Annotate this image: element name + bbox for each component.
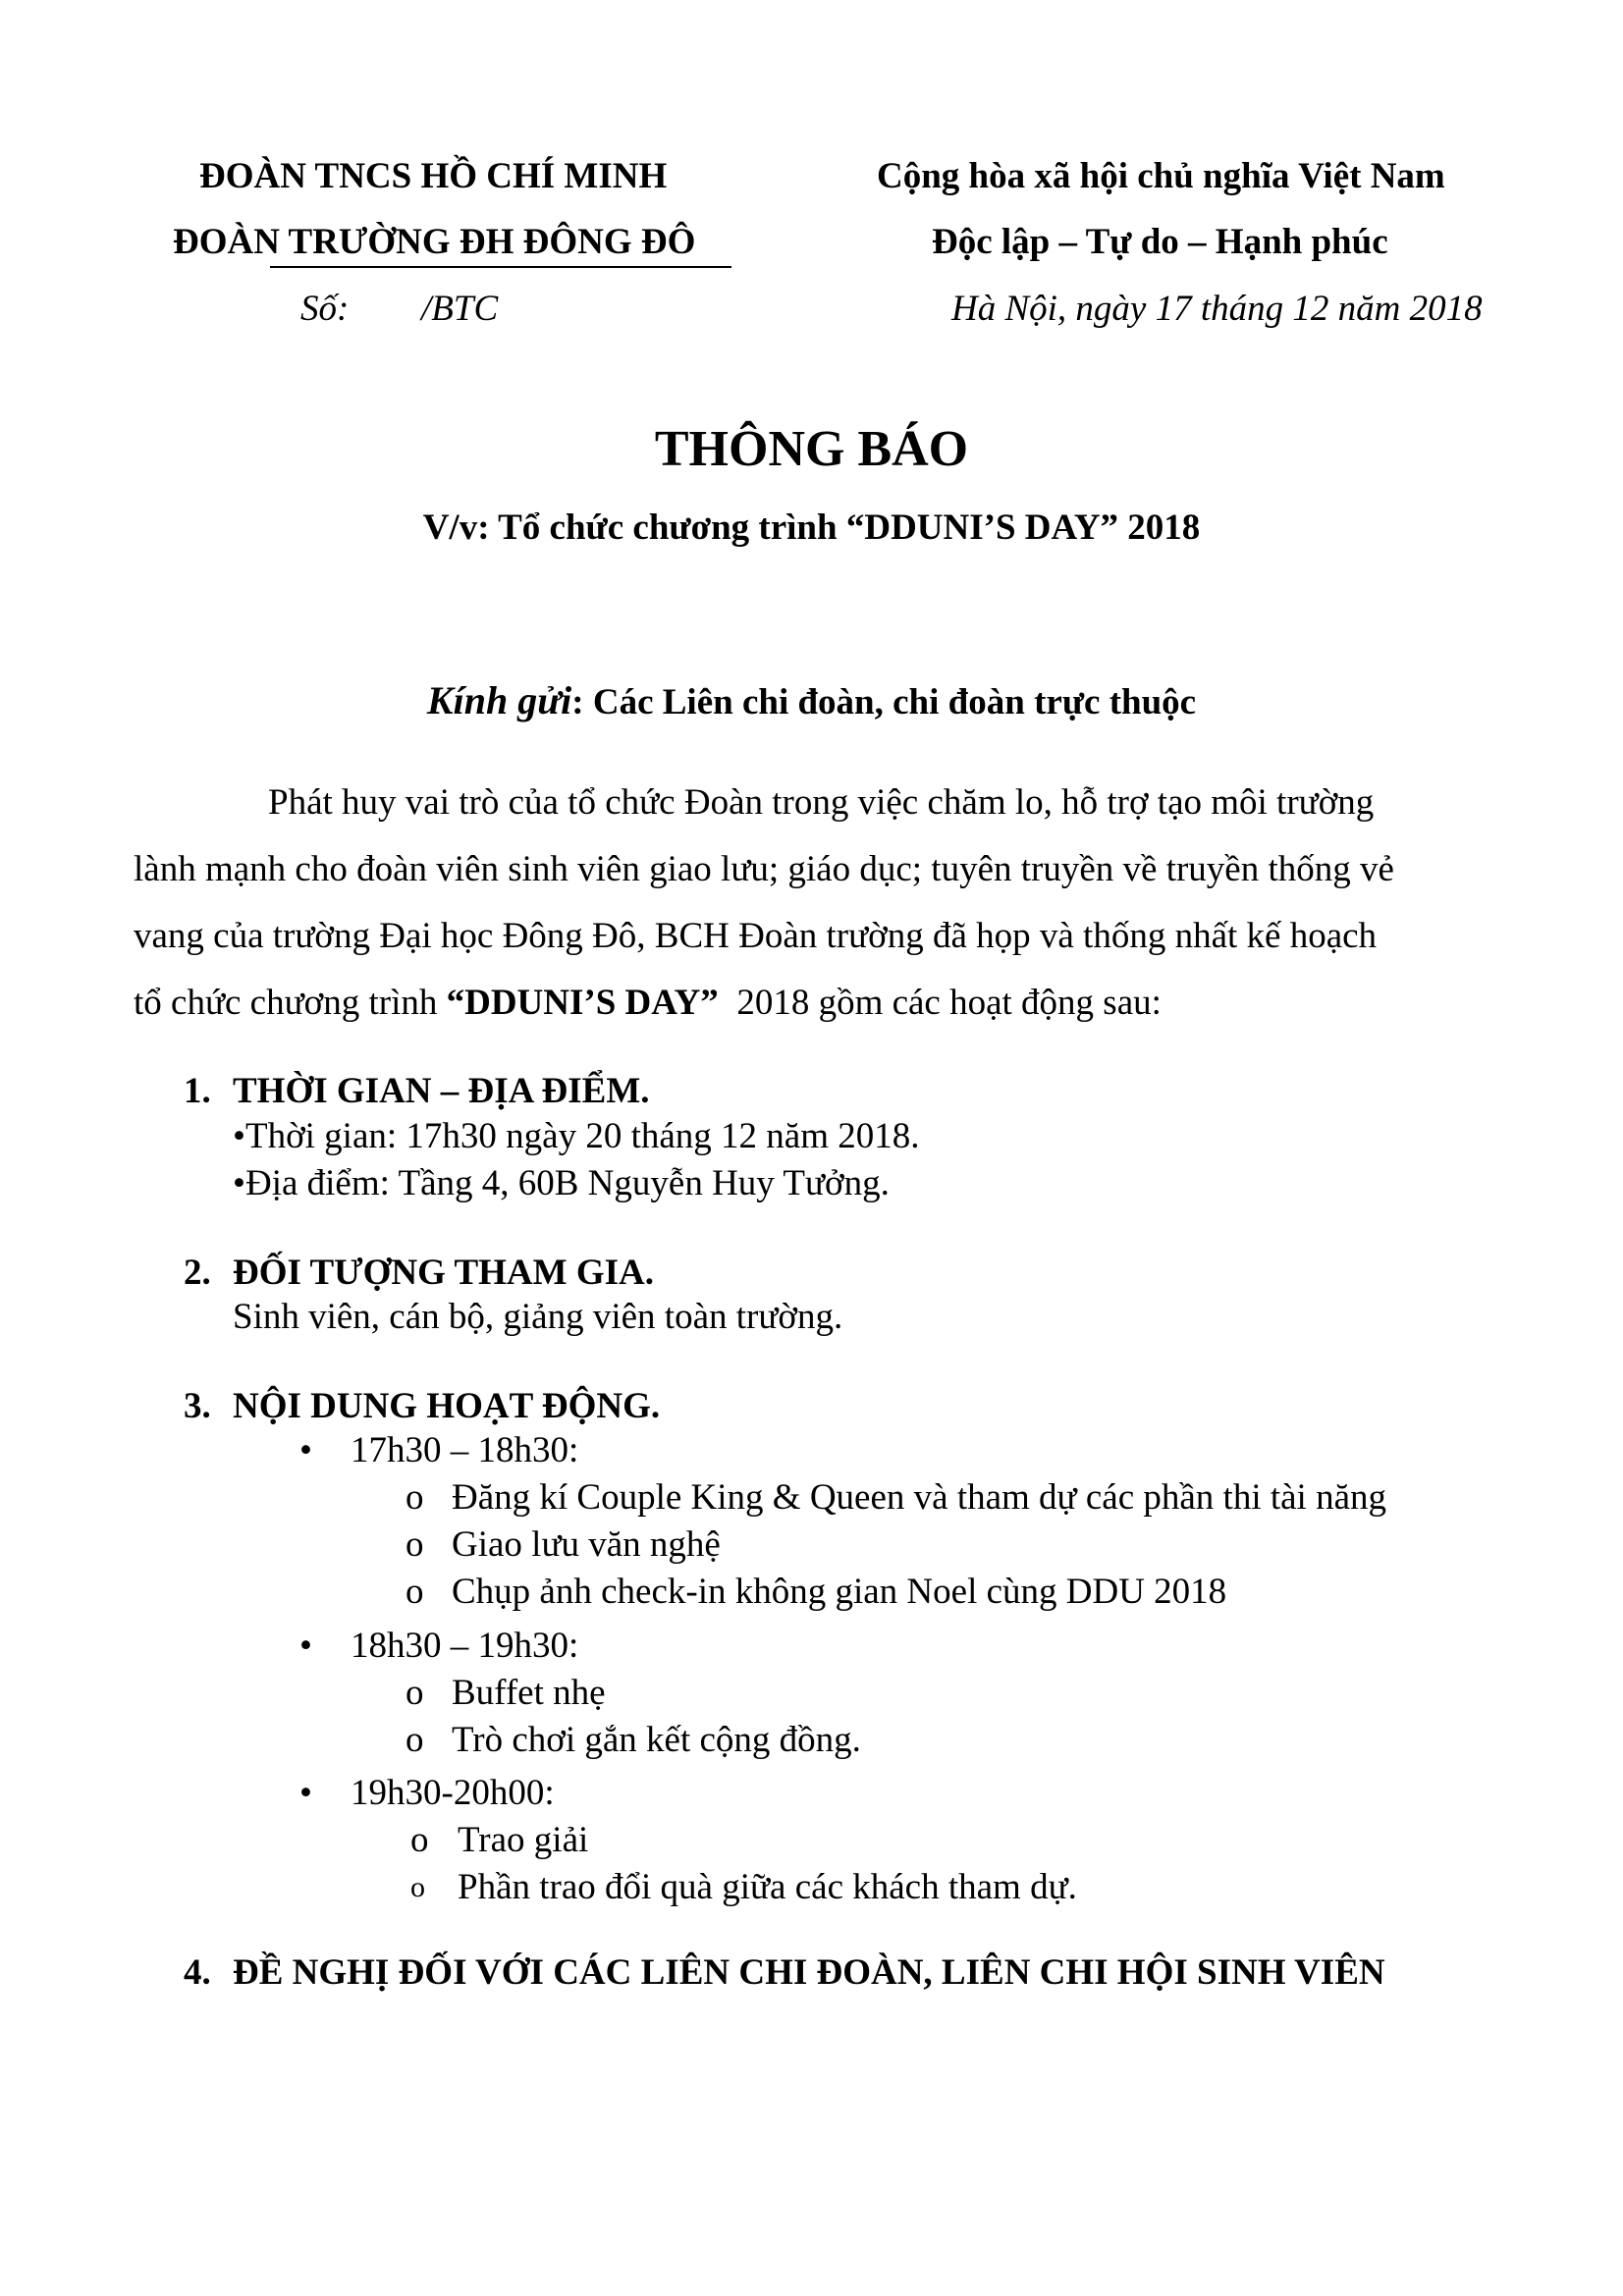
national-title: Cộng hòa xã hội chủ nghĩa Việt Nam [877, 156, 1445, 196]
section-1-item-text: Thời gian: 17h30 ngày 20 tháng 12 năm 2018. [244, 1116, 920, 1156]
section-1-item-text: Địa điểm: Tầng 4, 60B Nguyễn Huy Tưởng. [244, 1163, 890, 1203]
section-2-text: Sinh viên, cán bộ, giảng viên toàn trường. [233, 1297, 843, 1337]
document-date: Hà Nội, ngày 17 tháng 12 năm 2018 [951, 289, 1483, 329]
section-2-number: 2. [184, 1253, 211, 1293]
document-title: THÔNG BÁO [654, 421, 969, 477]
activity-item: Buffet nhẹ [452, 1673, 606, 1713]
time-slot-bullet-icon: • [299, 1430, 312, 1470]
national-motto: Độc lập – Tự do – Hạnh phúc [932, 222, 1388, 262]
document-subject: V/v: Tổ chức chương trình “DDUNI’S DAY” 2018 [422, 507, 1201, 548]
intro-line-4-start: tổ chức chương trình [134, 983, 447, 1023]
org-line-2: ĐOÀN TRƯỜNG ĐH ĐÔNG ĐÔ [173, 222, 696, 262]
time-slot: 17h30 – 18h30: [351, 1430, 579, 1470]
recipient-label: Kính gửi [426, 678, 572, 722]
circle-bullet-icon: o [410, 1871, 425, 1903]
intro-line-3: vang của trường Đại học Đông Đô, BCH Đoàn trường đã họp và thống nhất kế hoạch [134, 916, 1378, 956]
dot-bullet-icon: • [233, 1116, 245, 1156]
time-slot: 18h30 – 19h30: [351, 1626, 579, 1666]
time-slot: 19h30-20h00: [351, 1773, 555, 1813]
time-slot-bullet-icon: • [299, 1626, 312, 1666]
section-2-title: ĐỐI TƯỢNG THAM GIA. [233, 1253, 654, 1293]
activity-item: Giao lưu văn nghệ [452, 1524, 721, 1565]
section-1-item [233, 1162, 890, 1204]
section-3-number: 3. [184, 1386, 211, 1426]
section-1-item [233, 1115, 919, 1157]
section-1-number: 1. [184, 1071, 211, 1111]
org-line-1: ĐOÀN TNCS HỒ CHÍ MINH [199, 156, 668, 196]
intro-line-4-end: 2018 gồm các hoạt động sau: [718, 983, 1162, 1023]
dot-bullet-icon: • [233, 1163, 245, 1203]
circle-bullet-icon: o [406, 1524, 424, 1565]
intro-line-1: Phát huy vai trò của tổ chức Đoàn trong việc chăm lo, hỗ trợ tạo môi trường [268, 782, 1375, 823]
activity-item: Đăng kí Couple King & Queen và tham dự các phần thi tài năng [452, 1477, 1387, 1518]
circle-bullet-icon: o [406, 1673, 424, 1713]
time-slot-bullet-icon: • [299, 1773, 312, 1813]
intro-line-4 [134, 970, 1162, 1037]
circle-bullet-icon: o [410, 1820, 429, 1860]
section-1-title: THỜI GIAN – ĐỊA ĐIỂM. [233, 1071, 650, 1111]
intro-line-2: lành mạnh cho đoàn viên sinh viên giao lưu; giáo dục; tuyên truyền về truyền thống vẻ [134, 849, 1394, 889]
circle-bullet-icon: o [406, 1572, 424, 1612]
activity-item: Trò chơi gắn kết cộng đồng. [452, 1720, 861, 1760]
section-4-number: 4. [184, 1952, 211, 1993]
activity-item: Phần trao đổi quà giữa các khách tham dự. [458, 1867, 1077, 1907]
org-underline [270, 266, 731, 268]
document-number-label: Số: [300, 289, 350, 329]
section-3-title: NỘI DUNG HOẠT ĐỘNG. [233, 1386, 661, 1426]
circle-bullet-icon: o [406, 1720, 424, 1760]
recipient-line [0, 677, 1623, 723]
circle-bullet-icon: o [406, 1477, 424, 1518]
section-4-title: ĐỀ NGHỊ ĐỐI VỚI CÁC LIÊN CHI ĐOÀN, LIÊN CHI HỘI SINH VIÊN [233, 1952, 1385, 1993]
recipient-text: : Các Liên chi đoàn, chi đoàn trực thuộc [571, 682, 1197, 722]
event-name: “DDUNI’S DAY” [446, 983, 719, 1023]
activity-item: Trao giải [458, 1820, 589, 1860]
activity-item: Chụp ảnh check-in không gian Noel cùng DDU 2018 [452, 1572, 1227, 1612]
document-number-suffix: /BTC [421, 289, 499, 329]
